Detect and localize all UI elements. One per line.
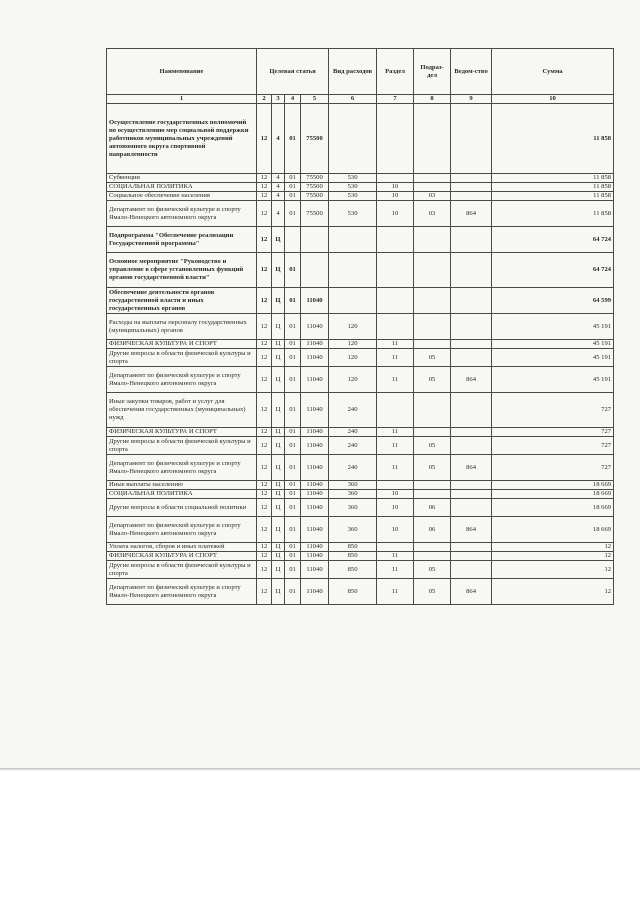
program-code-cell: 12 — [257, 367, 272, 393]
subsection-code-cell — [414, 340, 451, 349]
direction-code-cell: 11040 — [301, 517, 329, 543]
table-row — [107, 192, 614, 201]
column-number: 2 — [257, 95, 272, 104]
program-code-cell: 12 — [257, 340, 272, 349]
table-row — [107, 579, 614, 605]
department-code-cell: 864 — [451, 579, 492, 605]
program-code-cell: 12 — [257, 183, 272, 192]
row-sum-cell: 64 724 — [492, 253, 614, 288]
program-code-cell: 12 — [257, 543, 272, 552]
activity-code-cell: 01 — [285, 314, 301, 340]
subsection-code-cell: 03 — [414, 201, 451, 227]
table-row — [107, 481, 614, 490]
section-code-cell: 11 — [377, 340, 414, 349]
row-sum-cell: 45 191 — [492, 349, 614, 367]
activity-code-cell: 01 — [285, 192, 301, 201]
row-name-cell: ФИЗИЧЕСКАЯ КУЛЬТУРА И СПОРТ — [107, 428, 257, 437]
row-name-cell: Департамент по физической культуре и спорту Ямало-Ненецкого автономного округа — [107, 367, 257, 393]
department-code-cell: 864 — [451, 367, 492, 393]
subprogram-code-cell: Ц — [272, 579, 285, 605]
program-code-cell: 12 — [257, 517, 272, 543]
table-header-row — [107, 49, 614, 95]
activity-code-cell: 01 — [285, 253, 301, 288]
activity-code-cell: 01 — [285, 437, 301, 455]
row-name-cell: Другие вопросы в области физической культуры и спорта — [107, 349, 257, 367]
section-code-cell: 11 — [377, 579, 414, 605]
direction-code-cell: 11040 — [301, 481, 329, 490]
direction-code-cell: 75500 — [301, 104, 329, 174]
section-code-cell: 10 — [377, 192, 414, 201]
direction-code-cell: 11040 — [301, 552, 329, 561]
expense-type-code-cell: 360 — [329, 517, 377, 543]
department-code-cell — [451, 183, 492, 192]
row-sum-cell: 11 858 — [492, 174, 614, 183]
row-name-cell: Субвенции — [107, 174, 257, 183]
subprogram-code-cell: Ц — [272, 367, 285, 393]
row-name-cell: Департамент по физической культуре и спорту Ямало-Ненецкого автономного округа — [107, 517, 257, 543]
row-sum-cell: 12 — [492, 543, 614, 552]
table-row — [107, 552, 614, 561]
direction-code-cell — [301, 253, 329, 288]
expense-type-code-cell: 530 — [329, 183, 377, 192]
direction-code-cell: 11040 — [301, 437, 329, 455]
subsection-code-cell — [414, 104, 451, 174]
activity-code-cell: 01 — [285, 201, 301, 227]
department-code-cell — [451, 340, 492, 349]
expense-type-code-cell: 120 — [329, 340, 377, 349]
direction-code-cell: 11040 — [301, 490, 329, 499]
table-row — [107, 314, 614, 340]
program-code-cell: 12 — [257, 253, 272, 288]
subsection-code-cell — [414, 227, 451, 253]
table-row — [107, 183, 614, 192]
expense-type-code-cell — [329, 288, 377, 314]
row-name-cell: Основное мероприятие "Руководство и управление в сфере установленных функций органов государственной власти" — [107, 253, 257, 288]
direction-code-cell — [301, 227, 329, 253]
program-code-cell: 12 — [257, 393, 272, 428]
subsection-code-cell: 05 — [414, 437, 451, 455]
direction-code-cell: 11040 — [301, 543, 329, 552]
program-code-cell: 12 — [257, 481, 272, 490]
department-code-cell — [451, 481, 492, 490]
row-name-cell: Другие вопросы в области физической культуры и спорта — [107, 561, 257, 579]
row-sum-cell: 12 — [492, 561, 614, 579]
row-name-cell: ФИЗИЧЕСКАЯ КУЛЬТУРА И СПОРТ — [107, 340, 257, 349]
subprogram-code-cell: Ц — [272, 253, 285, 288]
program-code-cell: 12 — [257, 455, 272, 481]
row-name-cell: Обеспечение деятельности органов государственной власти и иных государственных органов — [107, 288, 257, 314]
subprogram-code-cell: Ц — [272, 340, 285, 349]
department-code-cell — [451, 314, 492, 340]
subsection-code-cell: 06 — [414, 499, 451, 517]
subsection-code-cell — [414, 393, 451, 428]
department-code-cell — [451, 104, 492, 174]
activity-code-cell: 01 — [285, 393, 301, 428]
department-code-cell — [451, 227, 492, 253]
activity-code-cell: 01 — [285, 552, 301, 561]
direction-code-cell: 11040 — [301, 314, 329, 340]
expense-type-code-cell: 120 — [329, 314, 377, 340]
direction-code-cell: 11040 — [301, 340, 329, 349]
subprogram-code-cell: Ц — [272, 490, 285, 499]
row-name-cell: ФИЗИЧЕСКАЯ КУЛЬТУРА И СПОРТ — [107, 552, 257, 561]
expense-type-code-cell — [329, 253, 377, 288]
program-code-cell: 12 — [257, 428, 272, 437]
expense-type-code-cell: 240 — [329, 428, 377, 437]
section-code-cell — [377, 253, 414, 288]
department-code-cell — [451, 561, 492, 579]
expense-type-code-cell: 530 — [329, 174, 377, 183]
row-name-cell: Департамент по физической культуре и спорту Ямало-Ненецкого автономного округа — [107, 579, 257, 605]
row-name-cell: Иные выплаты населению — [107, 481, 257, 490]
row-sum-cell: 45 191 — [492, 314, 614, 340]
subsection-code-cell — [414, 481, 451, 490]
expense-type-code-cell: 850 — [329, 579, 377, 605]
direction-code-cell: 11040 — [301, 367, 329, 393]
section-code-cell: 11 — [377, 367, 414, 393]
activity-code-cell — [285, 227, 301, 253]
subprogram-code-cell: 4 — [272, 183, 285, 192]
table-row — [107, 455, 614, 481]
program-code-cell: 12 — [257, 227, 272, 253]
subprogram-code-cell: 4 — [272, 174, 285, 183]
expense-type-code-cell — [329, 227, 377, 253]
program-code-cell: 12 — [257, 192, 272, 201]
subsection-code-cell: 05 — [414, 367, 451, 393]
row-sum-cell: 18 669 — [492, 481, 614, 490]
row-sum-cell: 11 858 — [492, 201, 614, 227]
table-row — [107, 104, 614, 174]
subsection-code-cell — [414, 183, 451, 192]
subsection-code-cell — [414, 543, 451, 552]
row-sum-cell: 64 724 — [492, 227, 614, 253]
program-code-cell: 12 — [257, 490, 272, 499]
table-row — [107, 340, 614, 349]
department-code-cell — [451, 393, 492, 428]
row-name-cell: Иные закупки товаров, работ и услуг для обеспечения государственных (муниципальных) нужд — [107, 393, 257, 428]
activity-code-cell: 01 — [285, 481, 301, 490]
program-code-cell: 12 — [257, 499, 272, 517]
row-sum-cell: 45 191 — [492, 367, 614, 393]
subprogram-code-cell: Ц — [272, 227, 285, 253]
program-code-cell: 12 — [257, 174, 272, 183]
column-number: 3 — [272, 95, 285, 104]
department-code-cell — [451, 192, 492, 201]
table-row — [107, 393, 614, 428]
section-code-cell — [377, 393, 414, 428]
section-code-cell: 11 — [377, 428, 414, 437]
header-department: Ведом-ство — [451, 49, 492, 95]
department-code-cell — [451, 288, 492, 314]
program-code-cell: 12 — [257, 288, 272, 314]
section-code-cell: 11 — [377, 455, 414, 481]
subsection-code-cell — [414, 428, 451, 437]
program-code-cell: 12 — [257, 104, 272, 174]
section-code-cell: 10 — [377, 499, 414, 517]
subprogram-code-cell: Ц — [272, 481, 285, 490]
subprogram-code-cell: Ц — [272, 499, 285, 517]
subsection-code-cell: 06 — [414, 517, 451, 543]
subsection-code-cell — [414, 552, 451, 561]
activity-code-cell: 01 — [285, 367, 301, 393]
subprogram-code-cell: Ц — [272, 561, 285, 579]
row-sum-cell: 12 — [492, 579, 614, 605]
row-name-cell: Осуществление государственных полномочий по осуществлению мер социальной поддержки работников муниципальных учреждений автономного округа спортивной направленности — [107, 104, 257, 174]
direction-code-cell: 11040 — [301, 499, 329, 517]
activity-code-cell: 01 — [285, 428, 301, 437]
department-code-cell — [451, 552, 492, 561]
budget-table — [106, 48, 614, 605]
row-name-cell: Другие вопросы в области физической культуры и спорта — [107, 437, 257, 455]
row-sum-cell: 12 — [492, 552, 614, 561]
row-name-cell: Социальное обеспечение населения — [107, 192, 257, 201]
activity-code-cell: 01 — [285, 174, 301, 183]
row-sum-cell: 64 599 — [492, 288, 614, 314]
department-code-cell — [451, 349, 492, 367]
subprogram-code-cell: 4 — [272, 201, 285, 227]
subsection-code-cell: 05 — [414, 561, 451, 579]
subprogram-code-cell: Ц — [272, 543, 285, 552]
section-code-cell — [377, 543, 414, 552]
department-code-cell — [451, 253, 492, 288]
activity-code-cell: 01 — [285, 183, 301, 192]
row-sum-cell: 727 — [492, 428, 614, 437]
column-number: 6 — [329, 95, 377, 104]
header-sum: Сумма — [492, 49, 614, 95]
department-code-cell — [451, 499, 492, 517]
expense-type-code-cell: 360 — [329, 481, 377, 490]
column-number: 9 — [451, 95, 492, 104]
direction-code-cell: 75500 — [301, 201, 329, 227]
subprogram-code-cell: Ц — [272, 517, 285, 543]
table-row — [107, 490, 614, 499]
activity-code-cell: 01 — [285, 349, 301, 367]
row-name-cell: Уплата налогов, сборов и иных платежей — [107, 543, 257, 552]
row-sum-cell: 11 858 — [492, 192, 614, 201]
activity-code-cell: 01 — [285, 104, 301, 174]
table-row — [107, 561, 614, 579]
subprogram-code-cell: 4 — [272, 104, 285, 174]
table-row — [107, 174, 614, 183]
program-code-cell: 12 — [257, 552, 272, 561]
row-name-cell: СОЦИАЛЬНАЯ ПОЛИТИКА — [107, 183, 257, 192]
expense-type-code-cell — [329, 104, 377, 174]
program-code-cell: 12 — [257, 437, 272, 455]
subsection-code-cell: 05 — [414, 579, 451, 605]
section-code-cell: 10 — [377, 517, 414, 543]
table-row — [107, 428, 614, 437]
department-code-cell: 864 — [451, 517, 492, 543]
table-row — [107, 349, 614, 367]
subprogram-code-cell: Ц — [272, 288, 285, 314]
department-code-cell — [451, 174, 492, 183]
direction-code-cell: 11040 — [301, 349, 329, 367]
department-code-cell — [451, 543, 492, 552]
expense-type-code-cell: 850 — [329, 561, 377, 579]
subsection-code-cell — [414, 253, 451, 288]
section-code-cell: 10 — [377, 183, 414, 192]
header-subsection: Подраз-дел — [414, 49, 451, 95]
table-row — [107, 543, 614, 552]
expense-type-code-cell: 530 — [329, 201, 377, 227]
row-sum-cell: 727 — [492, 455, 614, 481]
row-name-cell: Департамент по физической культуре и спорту Ямало-Ненецкого автономного округа — [107, 201, 257, 227]
activity-code-cell: 01 — [285, 455, 301, 481]
subprogram-code-cell: 4 — [272, 192, 285, 201]
department-code-cell — [451, 428, 492, 437]
program-code-cell: 12 — [257, 314, 272, 340]
column-number-row — [107, 95, 614, 104]
activity-code-cell: 01 — [285, 517, 301, 543]
table-body — [107, 104, 614, 605]
row-sum-cell: 727 — [492, 437, 614, 455]
program-code-cell: 12 — [257, 349, 272, 367]
column-number: 8 — [414, 95, 451, 104]
direction-code-cell: 75500 — [301, 192, 329, 201]
header-expense-type: Вид расходов — [329, 49, 377, 95]
row-sum-cell: 11 858 — [492, 183, 614, 192]
subprogram-code-cell: Ц — [272, 552, 285, 561]
activity-code-cell: 01 — [285, 561, 301, 579]
row-sum-cell: 18 669 — [492, 499, 614, 517]
direction-code-cell: 11040 — [301, 561, 329, 579]
header-name: Наименование — [107, 49, 257, 95]
column-number: 7 — [377, 95, 414, 104]
subsection-code-cell: 03 — [414, 192, 451, 201]
department-code-cell — [451, 437, 492, 455]
department-code-cell: 864 — [451, 201, 492, 227]
expense-type-code-cell: 120 — [329, 367, 377, 393]
department-code-cell — [451, 490, 492, 499]
expense-type-code-cell: 360 — [329, 499, 377, 517]
program-code-cell: 12 — [257, 561, 272, 579]
activity-code-cell: 01 — [285, 288, 301, 314]
expense-type-code-cell: 120 — [329, 349, 377, 367]
subprogram-code-cell: Ц — [272, 455, 285, 481]
row-name-cell: Подпрограмма "Обеспечение реализации Государственной программы" — [107, 227, 257, 253]
page-edge — [0, 768, 640, 771]
table-row — [107, 437, 614, 455]
column-number: 10 — [492, 95, 614, 104]
program-code-cell: 12 — [257, 201, 272, 227]
activity-code-cell: 01 — [285, 490, 301, 499]
section-code-cell: 11 — [377, 552, 414, 561]
direction-code-cell: 75500 — [301, 183, 329, 192]
section-code-cell: 11 — [377, 561, 414, 579]
row-name-cell: Другие вопросы в области социальной политики — [107, 499, 257, 517]
column-number: 1 — [107, 95, 257, 104]
column-number: 5 — [301, 95, 329, 104]
table-row — [107, 253, 614, 288]
subsection-code-cell — [414, 288, 451, 314]
section-code-cell — [377, 288, 414, 314]
expense-type-code-cell: 850 — [329, 552, 377, 561]
section-code-cell — [377, 481, 414, 490]
section-code-cell: 10 — [377, 490, 414, 499]
activity-code-cell: 01 — [285, 340, 301, 349]
table-row — [107, 201, 614, 227]
section-code-cell — [377, 174, 414, 183]
row-name-cell: СОЦИАЛЬНАЯ ПОЛИТИКА — [107, 490, 257, 499]
activity-code-cell: 01 — [285, 543, 301, 552]
table-row — [107, 367, 614, 393]
section-code-cell: 11 — [377, 437, 414, 455]
row-sum-cell: 18 669 — [492, 517, 614, 543]
header-target-article: Целевая статья — [257, 49, 329, 95]
expense-type-code-cell: 240 — [329, 455, 377, 481]
direction-code-cell: 75500 — [301, 174, 329, 183]
subprogram-code-cell: Ц — [272, 314, 285, 340]
table-row — [107, 499, 614, 517]
subsection-code-cell: 05 — [414, 349, 451, 367]
row-sum-cell: 18 669 — [492, 490, 614, 499]
direction-code-cell: 11040 — [301, 428, 329, 437]
row-sum-cell: 45 191 — [492, 340, 614, 349]
direction-code-cell: 11040 — [301, 393, 329, 428]
subprogram-code-cell: Ц — [272, 428, 285, 437]
expense-type-code-cell: 530 — [329, 192, 377, 201]
table-row — [107, 517, 614, 543]
section-code-cell — [377, 104, 414, 174]
expense-type-code-cell: 360 — [329, 490, 377, 499]
subprogram-code-cell: Ц — [272, 349, 285, 367]
direction-code-cell: 11040 — [301, 288, 329, 314]
row-name-cell: Расходы на выплаты персоналу государственных (муниципальных) органов — [107, 314, 257, 340]
table-row — [107, 227, 614, 253]
expense-type-code-cell: 240 — [329, 393, 377, 428]
subsection-code-cell — [414, 314, 451, 340]
section-code-cell: 10 — [377, 201, 414, 227]
expense-type-code-cell: 240 — [329, 437, 377, 455]
section-code-cell — [377, 227, 414, 253]
section-code-cell: 11 — [377, 349, 414, 367]
column-number: 4 — [285, 95, 301, 104]
expense-type-code-cell: 850 — [329, 543, 377, 552]
subsection-code-cell: 05 — [414, 455, 451, 481]
header-section: Раздел — [377, 49, 414, 95]
subsection-code-cell — [414, 174, 451, 183]
row-sum-cell: 727 — [492, 393, 614, 428]
row-sum-cell: 11 858 — [492, 104, 614, 174]
direction-code-cell: 11040 — [301, 579, 329, 605]
subprogram-code-cell: Ц — [272, 393, 285, 428]
subprogram-code-cell: Ц — [272, 437, 285, 455]
department-code-cell: 864 — [451, 455, 492, 481]
program-code-cell: 12 — [257, 579, 272, 605]
row-name-cell: Департамент по физической культуре и спорту Ямало-Ненецкого автономного округа — [107, 455, 257, 481]
direction-code-cell: 11040 — [301, 455, 329, 481]
table-row — [107, 288, 614, 314]
section-code-cell — [377, 314, 414, 340]
activity-code-cell: 01 — [285, 499, 301, 517]
activity-code-cell: 01 — [285, 579, 301, 605]
subsection-code-cell — [414, 490, 451, 499]
